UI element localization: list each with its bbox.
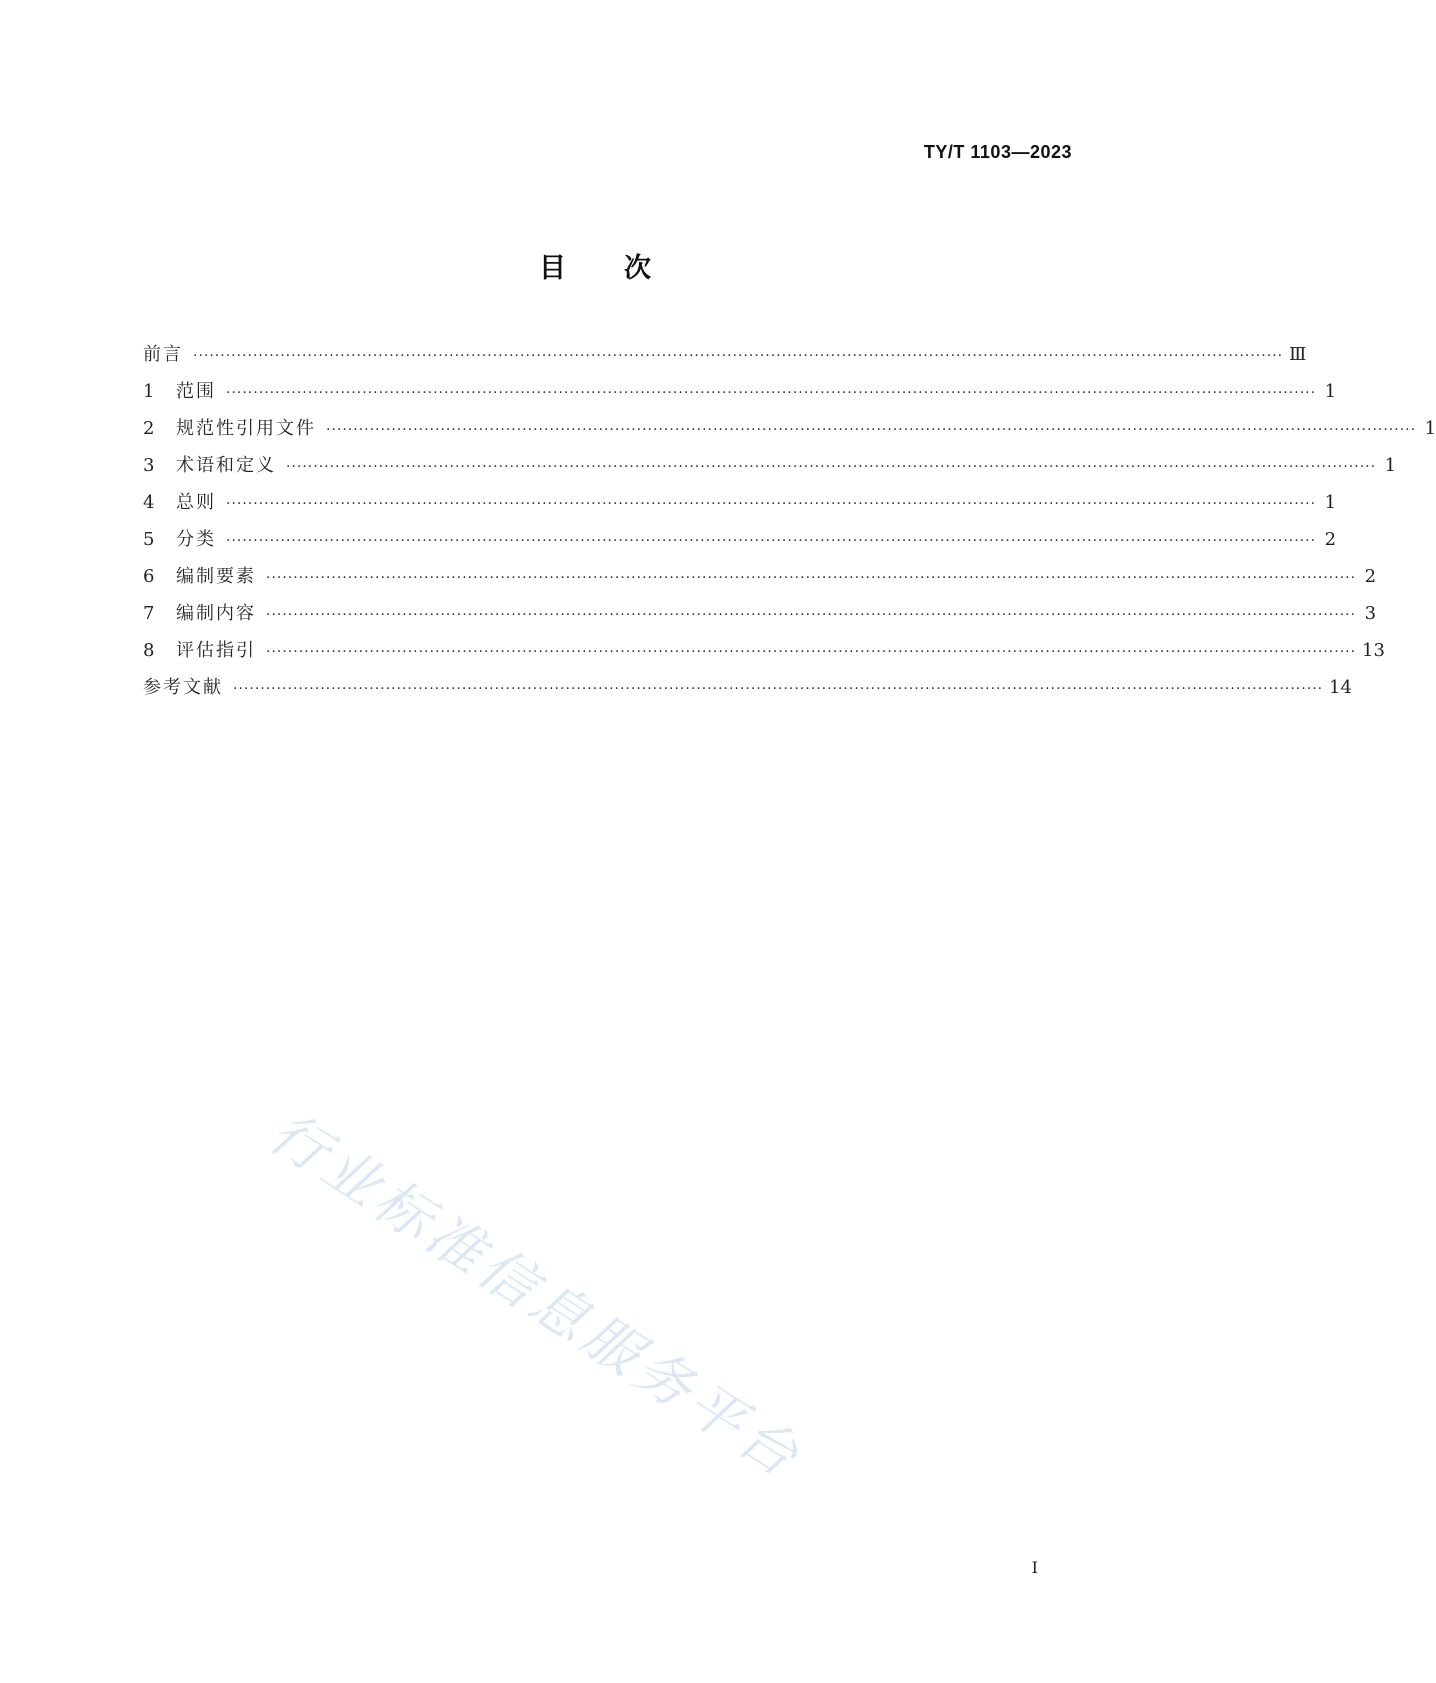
toc-entry-label: 编制要素 xyxy=(176,566,256,587)
standard-code: TY/T 1103—2023 xyxy=(923,142,1072,162)
toc-leader-dots: ········································································································································································································ xyxy=(193,348,1284,364)
toc-entry-label: 前言 xyxy=(143,344,183,365)
toc-entry-label: 总则 xyxy=(176,492,216,513)
toc-entry-number: 3 xyxy=(143,455,155,476)
toc-entry-number: 2 xyxy=(143,418,155,439)
toc-entry-page: 1 xyxy=(1424,418,1436,439)
toc-entry-elements[interactable] xyxy=(143,562,1377,599)
toc-leader-dots: ········································································································································································································ xyxy=(266,607,1357,623)
toc-leader-dots: ········································································································································································································ xyxy=(233,681,1324,697)
toc-leader-dots: ········································································································································································································ xyxy=(266,644,1357,660)
toc-entry-content[interactable] xyxy=(143,599,1377,636)
toc-entry-label: 编制内容 xyxy=(176,603,256,624)
toc-entry-classification[interactable] xyxy=(143,525,1337,562)
toc-entry-page: 2 xyxy=(1364,566,1377,587)
toc-leader-dots: ········································································································································································································ xyxy=(226,533,1317,549)
toc-entry-foreword[interactable] xyxy=(143,340,1307,377)
toc-entry-page: 14 xyxy=(1329,677,1352,698)
toc-title: 目次 xyxy=(539,253,709,284)
toc-entry-terms-definitions[interactable] xyxy=(143,451,1397,488)
page-number: I xyxy=(1031,1558,1038,1577)
toc-leader-dots: ········································································································································································································ xyxy=(286,459,1377,475)
toc-entry-number: 5 xyxy=(143,529,155,550)
toc-entry-label: 分类 xyxy=(176,529,216,550)
toc-entry-page: 1 xyxy=(1324,492,1337,513)
toc-entry-number: 6 xyxy=(143,566,155,587)
toc-entry-label: 术语和定义 xyxy=(176,455,276,476)
toc-entry-bibliography[interactable] xyxy=(143,673,1352,710)
watermark: 行业标准信息服务平台 xyxy=(258,1100,814,1493)
toc-leader-dots: ········································································································································································································ xyxy=(226,385,1317,401)
toc-entry-label: 范围 xyxy=(176,381,216,402)
toc-entry-page: 13 xyxy=(1362,640,1385,661)
table-of-contents xyxy=(143,340,1436,710)
toc-entry-page: 2 xyxy=(1324,529,1337,550)
toc-leader-dots: ········································································································································································································ xyxy=(226,496,1317,512)
toc-entry-page: 1 xyxy=(1384,455,1397,476)
toc-entry-label: 参考文献 xyxy=(143,677,223,698)
toc-entry-number: 4 xyxy=(143,492,155,513)
toc-leader-dots: ········································································································································································································ xyxy=(326,422,1417,438)
toc-entry-label: 评估指引 xyxy=(176,640,256,661)
toc-entry-page: Ⅲ xyxy=(1289,344,1307,365)
toc-entry-page: 3 xyxy=(1364,603,1377,624)
toc-entry-page: 1 xyxy=(1324,381,1337,402)
toc-entry-normative-references[interactable] xyxy=(143,414,1436,451)
toc-entry-scope[interactable] xyxy=(143,377,1337,414)
toc-entry-number: 8 xyxy=(143,640,155,661)
toc-entry-number: 7 xyxy=(143,603,155,624)
toc-entry-number: 1 xyxy=(143,381,155,402)
toc-entry-general[interactable] xyxy=(143,488,1337,525)
toc-leader-dots: ········································································································································································································ xyxy=(266,570,1357,586)
toc-entry-evaluation-guide[interactable] xyxy=(143,636,1385,673)
toc-entry-label: 规范性引用文件 xyxy=(176,418,316,439)
